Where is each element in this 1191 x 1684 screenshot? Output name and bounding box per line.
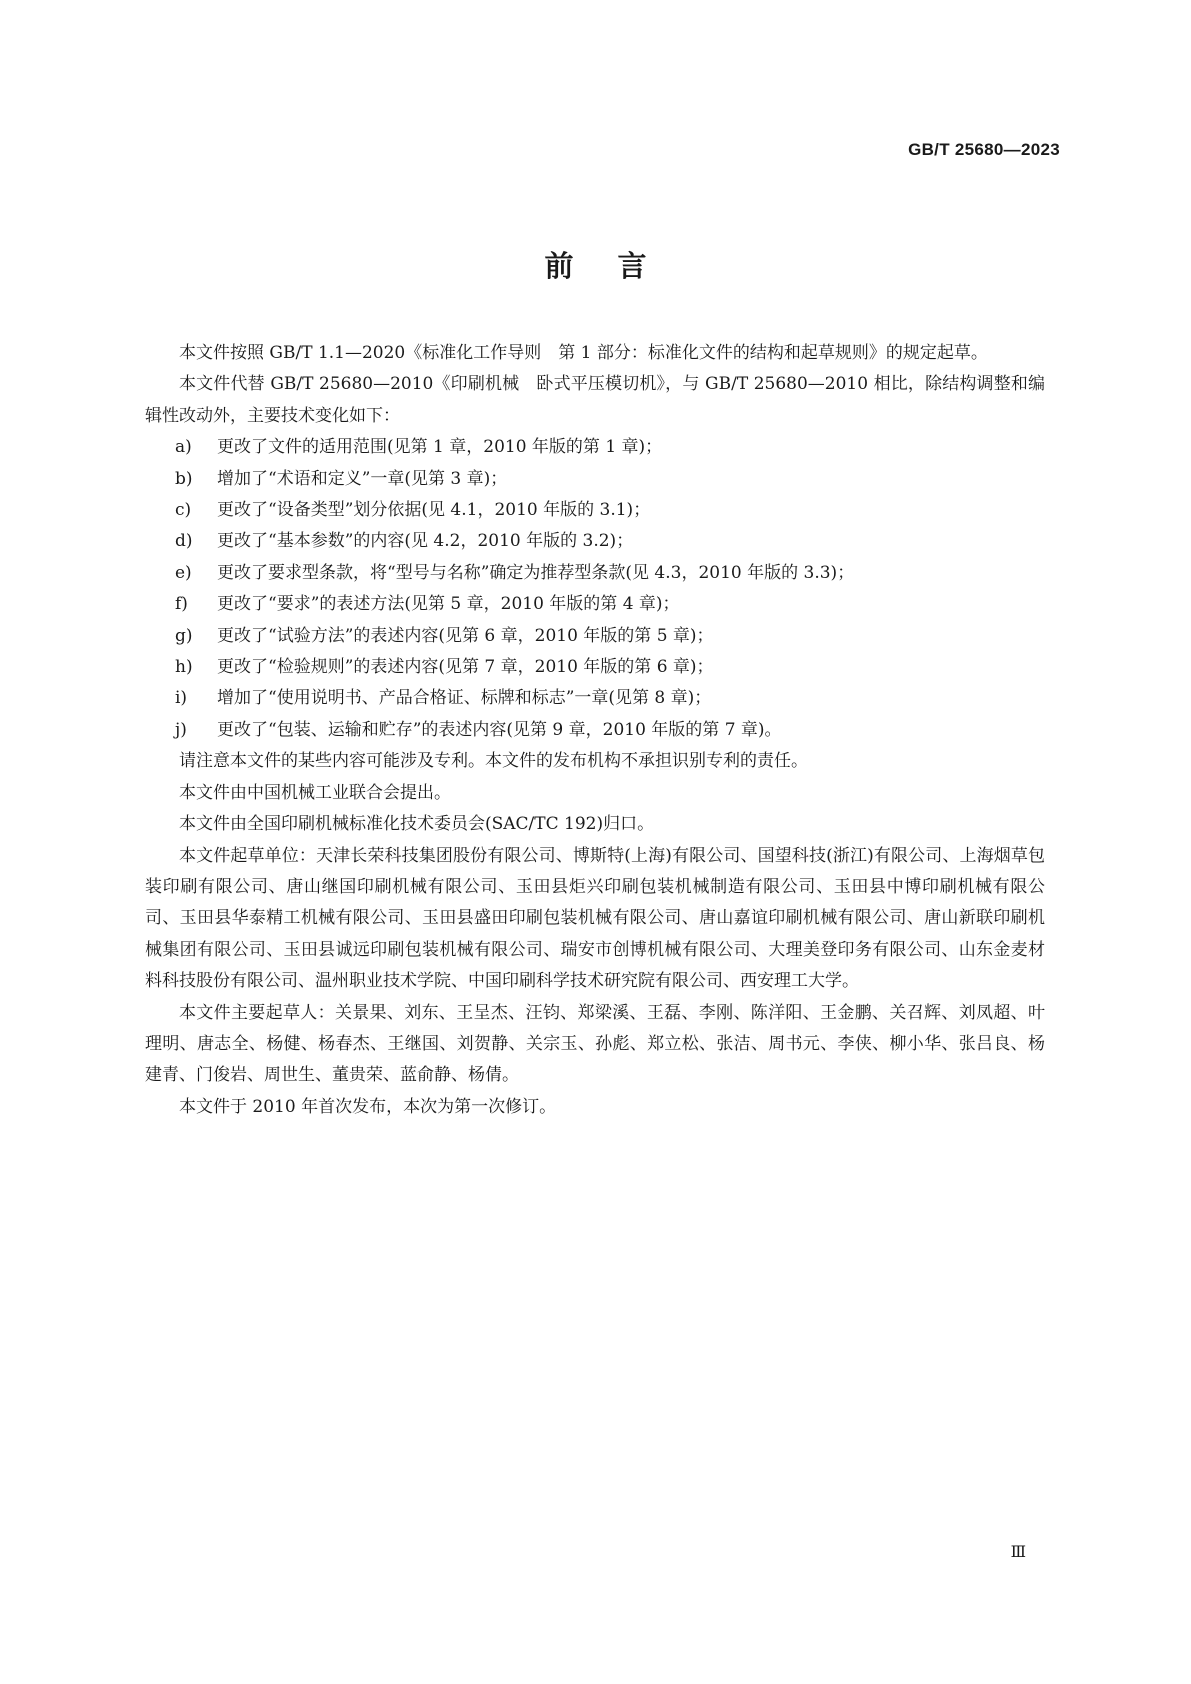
- list-item-label: c): [175, 500, 192, 521]
- replacement-paragraph: 本文件代替 GB/T 25680—2010《印刷机械 卧式平压模切机》，与 GB/T 25680—2010 相比，除结构调整和编辑性改动外，主要技术变化如下：: [145, 374, 1045, 426]
- list-item-label: g): [175, 625, 193, 646]
- list-item-text: 增加了“使用说明书、产品合格证、标牌和标志”一章(见第 8 章)；: [217, 688, 712, 709]
- list-item-text: 更改了文件的适用范围(见第 1 章，2010 年版的第 1 章)；: [217, 437, 663, 458]
- list-item: [145, 464, 1045, 495]
- list-item-text: 更改了“设备类型”划分依据(见 4.1，2010 年版的 3.1)；: [217, 500, 651, 521]
- technical-changes-list: [145, 432, 1045, 746]
- list-item-label: a): [175, 437, 192, 458]
- list-item-text: 更改了“基本参数”的内容(见 4.2，2010 年版的 3.2)；: [217, 531, 634, 552]
- list-item: [145, 621, 1045, 652]
- document-body: [145, 338, 1045, 1123]
- list-item-text: 更改了“试验方法”的表述内容(见第 6 章，2010 年版的第 5 章)；: [217, 625, 714, 646]
- drafting-units-paragraph: 本文件起草单位：天津长荣科技集团股份有限公司、博斯特(上海)有限公司、国望科技(浙江)有限公司、上海烟草包装印刷有限公司、唐山继国印刷机械有限公司、玉田县炬兴印刷包装机械制造有限公司、玉田县中博印刷机械有限公司、玉田县华泰精工机械有限公司、玉田县盛田印刷包装机械有限公司、唐山嘉谊印刷机械有限公司、唐山新联印刷机械集团有限公司、玉田县诚远印刷包装机械有限公司、瑞安市创博机械有限公司、大理美登印务有限公司、山东金麦材料科技股份有限公司、温州职业技术学院、中国印刷科学技术研究院有限公司、西安理工大学。: [145, 845, 1045, 992]
- list-item-text: 更改了“要求”的表述方法(见第 5 章，2010 年版的第 4 章)；: [217, 594, 680, 615]
- list-item-text: 更改了“检验规则”的表述内容(见第 7 章，2010 年版的第 6 章)；: [217, 657, 714, 678]
- drafters-paragraph: 本文件主要起草人：关景果、刘东、王呈杰、汪钧、郑梁溪、王磊、李刚、陈洋阳、王金鹏、关召辉、刘凤超、叶理明、唐志全、杨健、杨春杰、王继国、刘贺静、关宗玉、孙彪、郑立松、张洁、周书元、李侠、柳小华、张吕良、杨建青、门俊岩、周世生、董贵荣、蓝俞静、杨倩。: [145, 1002, 1045, 1086]
- list-item-text: 更改了要求型条款，将“型号与名称”确定为推荐型条款(见 4.3，2010 年版的 3.3)；: [217, 562, 855, 583]
- list-item-label: f): [175, 594, 188, 615]
- page-number: Ⅲ: [1010, 1542, 1026, 1561]
- standard-number: GB/T 25680—2023: [908, 140, 1060, 159]
- publication-history-paragraph: 本文件于 2010 年首次发布，本次为第一次修订。: [179, 1096, 557, 1117]
- proposer-paragraph: 本文件由中国机械工业联合会提出。: [179, 782, 451, 803]
- list-item: [145, 495, 1045, 526]
- list-item-label: i): [175, 688, 188, 709]
- list-item: [145, 432, 1045, 463]
- list-item: [145, 652, 1045, 683]
- list-item: [145, 526, 1045, 557]
- list-item: [145, 683, 1045, 714]
- list-item-label: j): [175, 719, 187, 740]
- list-item-text: 增加了“术语和定义”一章(见第 3 章)；: [217, 468, 508, 489]
- patent-notice-paragraph: 请注意本文件的某些内容可能涉及专利。本文件的发布机构不承担识别专利的责任。: [179, 751, 808, 772]
- list-item: [145, 589, 1045, 620]
- list-item-label: e): [175, 562, 192, 583]
- drafting-rule-paragraph: 本文件按照 GB/T 1.1—2020《标准化工作导则 第 1 部分：标准化文件的结构和起草规则》的规定起草。: [179, 343, 988, 363]
- list-item-label: h): [175, 657, 193, 678]
- list-item: [145, 558, 1045, 589]
- list-item-label: d): [175, 531, 193, 552]
- list-item-label: b): [175, 468, 193, 489]
- committee-paragraph: 本文件由全国印刷机械标准化技术委员会(SAC/TC 192)归口。: [179, 814, 655, 835]
- list-item-text: 更改了“包装、运输和贮存”的表述内容(见第 9 章，2010 年版的第 7 章)。: [217, 719, 782, 740]
- list-item: [145, 715, 1045, 746]
- page-title: 前言: [544, 249, 691, 283]
